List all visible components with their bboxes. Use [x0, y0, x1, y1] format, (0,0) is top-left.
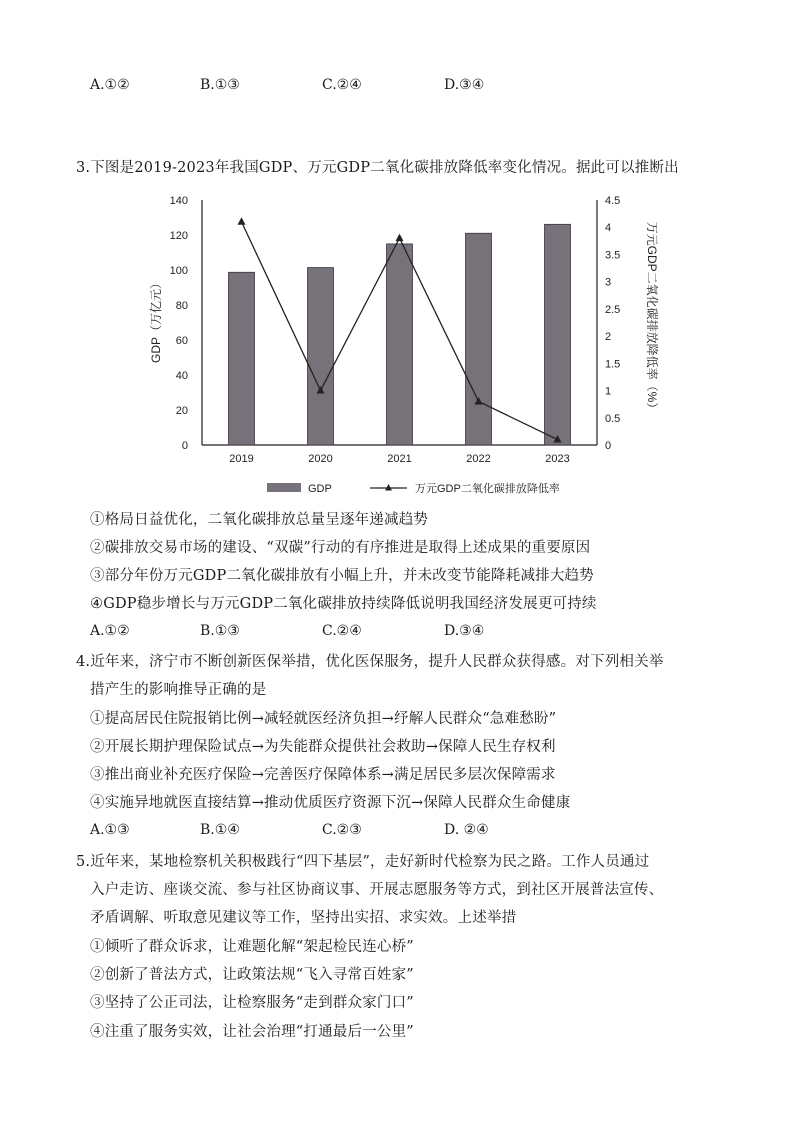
y2-tick-label: 3 [605, 276, 612, 289]
legend-bar-swatch [267, 483, 301, 492]
q5-stem-line3: 矛盾调解、听取意见建议等工作，坚持出实招、求实效。上述举措 [90, 910, 517, 926]
q5-statement-1: ①倾听了群众诉求，让难题化解“架起检民连心桥” [90, 939, 414, 955]
y-tick-label: 140 [169, 195, 188, 207]
q5-statement-2: ②创新了普法方式，让政策法规“飞入寻常百姓家” [90, 967, 414, 983]
q4-option-b: B.①④ [200, 822, 240, 838]
y-tick-label: 20 [175, 405, 188, 417]
gdp-bar-2021 [387, 244, 413, 445]
legend-bar-label: GDP [308, 483, 332, 495]
q3-option-d: D.③④ [444, 623, 485, 639]
gdp-bar-2023 [545, 224, 571, 445]
x-tick-label: 2021 [387, 453, 412, 465]
y2-tick-label: 3.5 [605, 249, 621, 262]
y-tick-label: 80 [175, 300, 188, 312]
q4-option-a: A.①③ [90, 822, 130, 838]
x-tick-label: 2020 [308, 453, 333, 465]
y2-tick-label: 0 [605, 440, 612, 452]
q2-option-a: A.①② [90, 77, 130, 93]
y-tick-label: 100 [169, 265, 188, 277]
chart-svg [145, 190, 660, 498]
q3-option-c: C.②④ [322, 623, 362, 639]
q4-statement-2: ②开展长期护理保险试点→为失能群众提供社会救助→保障人民生存权利 [90, 739, 556, 755]
gdp-bar-2020 [308, 268, 334, 445]
q5-stem-line2: 入户走访、座谈交流、参与社区协商议事、开展志愿服务等方式，到社区开展普法宣传、 [90, 882, 664, 898]
gdp-bar-2019 [229, 272, 255, 445]
q3-statement-4: ④GDP稳步增长与万元GDP二氧化碳排放持续降低说明我国经济发展更可持续 [90, 596, 597, 612]
gdp-emission-chart [145, 190, 660, 498]
q2-option-b: B.①③ [200, 77, 240, 93]
y-tick-label: 120 [169, 230, 188, 242]
q5-statement-3: ③坚持了公正司法，让检察服务“走到群众家门口” [90, 995, 414, 1011]
y2-tick-label: 2.5 [605, 303, 621, 316]
y2-tick-label: 2 [605, 331, 612, 344]
q4-statement-3: ③推出商业补充医疗保险→完善医疗保障体系→满足居民多层次保障需求 [90, 767, 556, 783]
q3-option-a: A.①② [90, 623, 130, 639]
y2-axis-label: 万元GDP二氧化碳排放降低率（%） [645, 221, 659, 415]
q3-statement-2: ②碳排放交易市场的建设、“双碳”行动的有序推进是取得上述成果的重要原因 [90, 540, 591, 556]
y2-tick-label: 4.5 [605, 195, 621, 207]
q4-stem-line2: 措产生的影响推导正确的是 [90, 682, 267, 698]
q5-stem-line1: 5.近年来，某地检察机关积极践行“四下基层”，走好新时代检察为民之路。工作人员通过 [76, 854, 650, 870]
x-tick-label: 2023 [545, 453, 570, 465]
q4-stem-line1: 4.近年来，济宁市不断创新医保举措，优化医保服务，提升人民群众获得感。对下列相关举 [76, 654, 664, 670]
y2-tick-label: 1 [605, 385, 612, 398]
y2-tick-label: 4 [605, 222, 612, 235]
q5-statement-4: ④注重了服务实效，让社会治理“打通最后一公里” [90, 1024, 414, 1040]
q4-option-d: D. ②④ [444, 822, 489, 838]
y-axis-label: GDP（万亿元） [149, 276, 163, 364]
y2-tick-label: 0.5 [605, 412, 621, 425]
q2-option-d: D.③④ [444, 77, 485, 93]
y-tick-label: 60 [175, 335, 188, 347]
q3-statement-1: ①格局日益优化，二氧化碳排放总量呈逐年递减趋势 [90, 512, 429, 528]
q3-statement-3: ③部分年份万元GDP二氧化碳排放有小幅上升，并未改变节能降耗减排大趋势 [90, 568, 594, 584]
gdp-bar-2022 [466, 233, 492, 445]
y-tick-label: 0 [181, 440, 188, 452]
y-tick-label: 40 [175, 370, 188, 382]
y2-tick-label: 1.5 [605, 358, 621, 371]
q4-statement-4: ④实施异地就医直接结算→推动优质医疗资源下沉→保障人民群众生命健康 [90, 795, 571, 811]
q3-stem: 3.下图是2019-2023年我国GDP、万元GDP二氧化碳排放降低率变化情况。据此可以推断出 [76, 160, 679, 176]
q4-statement-1: ①提高居民住院报销比例→减轻就医经济负担→纾解人民群众“急难愁盼” [90, 711, 557, 727]
q4-option-c: C.②③ [322, 822, 362, 838]
x-tick-label: 2022 [466, 453, 491, 465]
q2-option-c: C.②④ [322, 77, 362, 93]
legend-line-label: 万元GDP二氧化碳排放降低率 [415, 483, 560, 495]
x-tick-label: 2019 [229, 453, 254, 465]
q3-option-b: B.①③ [200, 623, 240, 639]
